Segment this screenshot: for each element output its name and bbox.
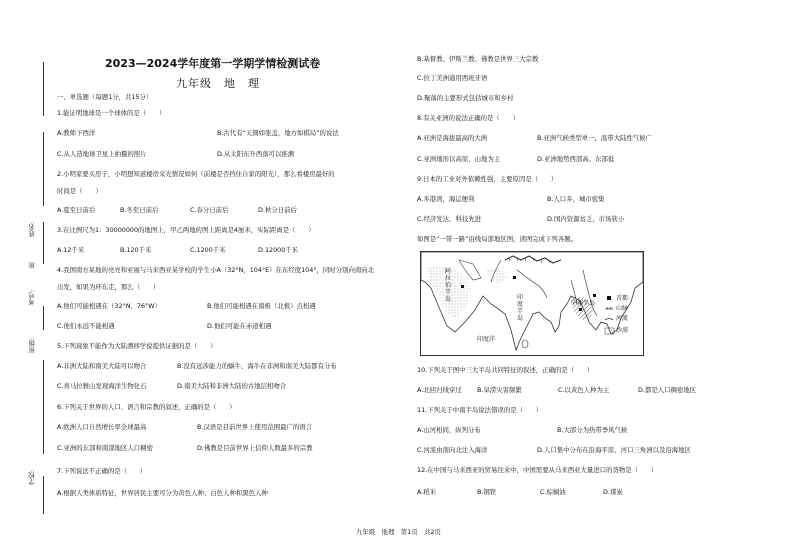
q4-option-a: A.他们可能相遇在（32°N，76°W） [57, 302, 161, 310]
legend-desert: 沙漠 [616, 327, 629, 334]
exam-number-label: 考号: [28, 290, 36, 305]
q4-stem-cont: 出发，如果为环东走，那么（ ） [57, 283, 160, 291]
q5-stem: 5.下列现象不能作为大陆漂移学说提供证据的是（ ） [57, 342, 217, 350]
capital-marker [513, 276, 516, 279]
legend-capital-symbol [607, 296, 611, 300]
legend-desert-symbol [605, 328, 614, 334]
label-ocean: 印度洋 [477, 336, 496, 343]
capital-marker [461, 285, 464, 288]
q10-option-c: C.以黄色人种为主 [558, 386, 610, 394]
q6-option-b: B.汉语是目前世界上使用范围最广的语言 [197, 423, 313, 431]
q6-option-d: D.佛教是目前世界上信仰人数最多的宗教 [197, 444, 313, 452]
q5-option-b: B.没有远涉能力的蜗牛、海牛在非洲和南美大陆都有分布 [177, 362, 337, 370]
q10-stem: 10.下列关于图中三大半岛共同特征的叙述，正确的是（ ） [417, 366, 594, 374]
q2-option-b: B.冬至日前后 [120, 206, 159, 214]
label-arabia: 阿拉伯半岛 [445, 268, 452, 303]
q10-option-a: A.北回归线穿过 [417, 386, 462, 394]
q8-option-c: C.亚洲地形以高原、山地为主 [417, 155, 501, 163]
q1-stem: 1.能证明地球是一个球体的是（ ） [57, 109, 166, 117]
q10-option-b: B.旱涝灾害频繁 [477, 386, 522, 394]
school-label: 学校: [28, 470, 36, 485]
grade-label: 班 [28, 262, 36, 269]
q7-option-a: A.根据人类体质特征，世界居民主要可分为黄色人种、白色人种和黑色人种 [57, 489, 268, 497]
q3-option-d: D.12000千米 [258, 246, 299, 254]
q9-option-a: A.多港湾，海运便利 [417, 195, 475, 203]
binding-line [43, 306, 44, 330]
q12-option-d: D.煤炭 [603, 488, 623, 496]
q7-option-b: B.基督教、伊斯兰教、佛教是世界三大宗教 [417, 55, 539, 63]
q1-option-a: A.教师下西洋 [57, 129, 96, 137]
q9-option-d: D.国内资源贫乏，市场狭小 [547, 215, 625, 223]
capital-marker [579, 308, 582, 311]
q8-option-d: D.亚洲地势西部高、东部低 [537, 155, 615, 163]
page-footer: 九年级 地理 第1页 共2页 [356, 528, 441, 536]
binding-line [43, 62, 44, 116]
q6-stem: 6.下列关于世界的人口、语言和宗教的叙述，正确的是（ ） [57, 403, 236, 411]
q9-option-c: C.经济发达，科技先进 [417, 215, 482, 223]
label-india: 印度半岛 [517, 294, 524, 322]
legend-river: 河流 [616, 315, 629, 322]
q4-stem: 4.我国南方某地的亮亮和亚丽与马来西亚某学校的学生小A（32°N，104°E）在东经度104°，同时分别向南向北 [57, 266, 375, 274]
q8-option-a: A.亚洲是海拔最高的大洲 [417, 134, 488, 142]
q9-stem: 9.日本的工业对外依赖性强，主要原因是（ ） [417, 175, 558, 183]
q3-option-a: A.12千米 [57, 246, 85, 254]
q9-option-b: B.人口多，城市密集 [547, 195, 605, 203]
q7-option-c: C.拉丁美洲通用西班牙语 [417, 74, 488, 82]
sri-lanka [522, 340, 528, 348]
map-intro: 如图是“一带一路”沿线局部地区图，读图完成下列各题。 [417, 235, 577, 243]
q2-option-c: C.春分日前后 [190, 206, 229, 214]
q1-option-d: D.从太阳东升西落可以推测 [217, 150, 295, 158]
exam-subtitle: 九年级 地 理 [176, 77, 260, 90]
binding-line [43, 476, 44, 514]
class-label: 班级: [28, 338, 36, 353]
binding-line [43, 222, 44, 264]
q5-option-c: C.喜马拉雅山发现海洋生物化石 [57, 382, 147, 390]
q7-option-d: D.聚落的主要形式包括城市和乡村 [417, 94, 514, 102]
label-indochina: 中南半岛 [571, 300, 596, 307]
map-drawing [421, 252, 643, 355]
q4-option-c: C.他们永远不能相遇 [57, 322, 115, 330]
q12-option-b: B.钢铁 [477, 488, 497, 496]
q2-stem: 2.小明家要买房子，小明想知道楼房采光情况如何（前楼是否挡住自家的阳光），那么看楼房最好的 [57, 170, 335, 178]
binding-line [43, 360, 44, 454]
q3-option-c: C.1200千米 [190, 246, 226, 254]
binding-line [43, 132, 44, 206]
q5-option-d: D.南美大陆和非洲大陆的古地层相吻合 [177, 382, 287, 390]
q8-stem: 8.有关亚洲的说法正确的是（ ） [417, 114, 519, 122]
q12-option-a: A.稻米 [417, 488, 437, 496]
q2-option-a: A.夏至日前后 [57, 206, 96, 214]
q2-stem-cont: 时间是（ ） [57, 187, 102, 195]
q6-option-c: C.亚洲的东部和南部地区人口稠密 [57, 444, 153, 452]
q11-option-c: C.河流由南向北注入海洋 [417, 446, 488, 454]
q1-option-b: B.古代有“天圆如张盖，地方如棋局”的说法 [217, 129, 339, 137]
section-heading: 一、单选题（每题1分，共15分） [57, 93, 153, 101]
q8-option-b: B.亚洲气候类型单一，温带大陆性气候广 [537, 134, 653, 142]
q11-stem: 11.下列关于中南半岛说法错误的是（ ） [417, 406, 543, 414]
belt-road-map [420, 251, 644, 356]
q12-stem: 12.在中国与马来西亚的贸易往来中，中国需要从马来西亚大量进口的货物是（ ） [417, 466, 658, 474]
legend-mountain: 山脉 [616, 305, 629, 312]
exam-title: 2023—2024学年度第一学期学情检测试卷 [105, 57, 321, 70]
q11-option-b: B.大部分为热带季风气候 [557, 426, 628, 434]
q11-option-d: D.人口集中分布在沿海平原、河口三角洲以及沿海地区 [537, 446, 691, 454]
q7-stem: 7.下列说法不正确的是（ ） [57, 467, 147, 475]
q5-option-a: A.非洲大陆和南美大陆可以吻合 [57, 362, 147, 370]
legend-capital: 首都 [616, 295, 629, 302]
capital-marker [593, 294, 596, 297]
q3-option-b: B.120千米 [120, 246, 152, 254]
q3-stem: 3.在比例尺为1：30000000的地图上，甲乙两地的图上距离是4厘米，实际距离是（ ） [57, 226, 315, 234]
q4-option-b: B.他们可能相遇在南极（北极）点相遇 [207, 302, 316, 310]
q10-option-d: D.都是人口稠密地区 [638, 386, 697, 394]
q11-option-a: A.山河相间，纵列分布 [417, 426, 481, 434]
q6-option-a: A.欧洲人口自然增长率全球最高 [57, 423, 147, 431]
name-label: 姓名: [28, 222, 36, 237]
q4-option-d: D.他们可能在赤道相遇 [207, 322, 272, 330]
q2-option-d: D.秋分日前后 [258, 206, 297, 214]
q12-option-c: C.棕榈油 [540, 488, 566, 496]
q1-option-c: C.从人造地球卫星上拍摄的照片 [57, 150, 147, 158]
